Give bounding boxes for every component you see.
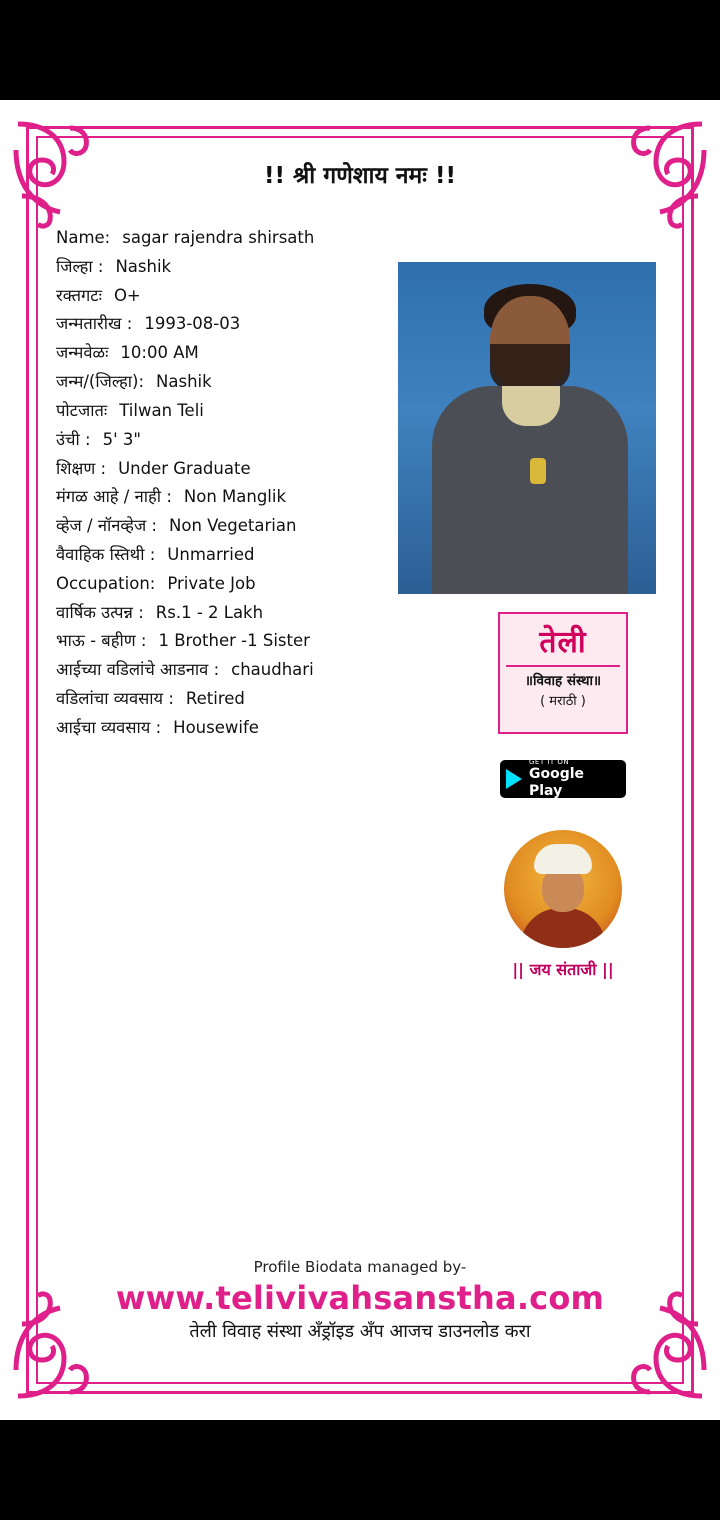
photo-collar — [502, 386, 560, 426]
detail-row — [56, 487, 436, 508]
page-title: !! श्री गणेशाय नमः !! — [264, 163, 456, 189]
detail-value: 10:00 AM — [120, 343, 199, 363]
detail-label: जन्मतारीख : — [56, 314, 133, 334]
teli-logo-line2: ( मराठी ) — [540, 694, 586, 709]
detail-value: sagar rajendra shirsath — [122, 228, 315, 247]
detail-label: जन्म/(जिल्हा): — [56, 372, 145, 392]
detail-row — [56, 689, 436, 710]
detail-label: वार्षिक उत्पन्न : — [56, 602, 144, 622]
detail-row — [56, 545, 436, 566]
detail-value: chaudhari — [231, 660, 314, 680]
detail-row — [56, 603, 436, 624]
detail-value: Non Manglik — [183, 487, 287, 507]
teli-logo-line1: ॥विवाह संस्था॥ — [524, 673, 602, 689]
santaji-shawl — [520, 908, 606, 948]
detail-label: जन्मवेळः — [56, 343, 109, 363]
teli-logo-title: तेली — [539, 625, 587, 660]
detail-label: आईचा व्यवसाय : — [56, 717, 162, 737]
detail-value: Tilwan Teli — [119, 400, 204, 420]
detail-label: वैवाहिक स्तिथी : — [56, 544, 156, 564]
detail-row — [56, 631, 436, 652]
footer — [0, 1258, 720, 1343]
santaji-maharaj-portrait — [504, 830, 622, 948]
detail-row — [56, 343, 436, 364]
detail-value: O+ — [113, 285, 141, 305]
detail-row — [56, 430, 436, 451]
detail-label: पोटजातः — [56, 400, 108, 420]
detail-row — [56, 286, 436, 307]
detail-row — [56, 372, 436, 393]
detail-value: 1 Brother -1 Sister — [158, 631, 310, 651]
detail-value: Private Job — [167, 573, 256, 593]
detail-row — [56, 314, 436, 335]
detail-label: व्हेज / नॉनव्हेज : — [56, 516, 157, 536]
footer-app-line: तेली विवाह संस्था अँड्रॉइड अँप आजच डाउनलोड करा — [189, 1320, 531, 1342]
detail-label: जिल्हा : — [56, 256, 104, 276]
detail-row — [56, 228, 436, 249]
detail-value: Non Vegetarian — [169, 516, 297, 536]
detail-value: Nashik — [115, 256, 172, 276]
detail-value: Retired — [185, 689, 245, 708]
detail-value: Nashik — [156, 372, 212, 392]
detail-label: भाऊ - बहीण : — [56, 631, 147, 651]
footer-website-link[interactable]: www.telivivahsanstha.com — [115, 1279, 605, 1317]
detail-row — [56, 660, 436, 681]
google-play-big-label: Google Play — [529, 766, 585, 799]
teli-logo-divider — [506, 665, 620, 667]
detail-value: 5' 3" — [102, 429, 141, 449]
detail-value: Housewife — [173, 717, 259, 737]
photo-shirt-logo — [530, 458, 546, 484]
detail-label: मंगळ आहे / नाही : — [56, 487, 172, 507]
detail-row — [56, 574, 436, 595]
teli-vivah-sanstha-logo — [498, 612, 628, 734]
detail-value: Rs.1 - 2 Lakh — [155, 602, 264, 622]
detail-label: रक्तगटः — [56, 285, 102, 305]
detail-row — [56, 401, 436, 422]
detail-row — [56, 718, 436, 739]
google-play-badge[interactable] — [500, 760, 626, 798]
detail-label: उंची : — [56, 429, 91, 449]
google-play-small-label: GET IT ON — [529, 758, 570, 767]
detail-label: आईच्या वडिलांचे आडनाव : — [56, 660, 220, 680]
detail-row — [56, 257, 436, 278]
detail-label: वडिलांचा व्यवसाय : — [56, 689, 174, 708]
detail-label: Occupation: — [56, 573, 156, 593]
profile-photo — [398, 262, 656, 594]
detail-label: शिक्षण : — [56, 458, 107, 478]
biodata-details-list — [56, 228, 436, 747]
santaji-turban — [534, 844, 592, 874]
detail-value: Unmarried — [167, 544, 255, 564]
detail-label: Name: — [56, 228, 111, 247]
detail-row — [56, 459, 436, 480]
google-play-text — [529, 759, 620, 798]
detail-value: Under Graduate — [118, 458, 251, 478]
footer-managed-by: Profile Biodata managed by- — [253, 1258, 467, 1276]
google-play-icon — [506, 769, 522, 789]
detail-row — [56, 516, 436, 537]
santaji-caption: || जय संताजी || — [512, 960, 614, 979]
detail-value: 1993-08-03 — [144, 314, 241, 334]
